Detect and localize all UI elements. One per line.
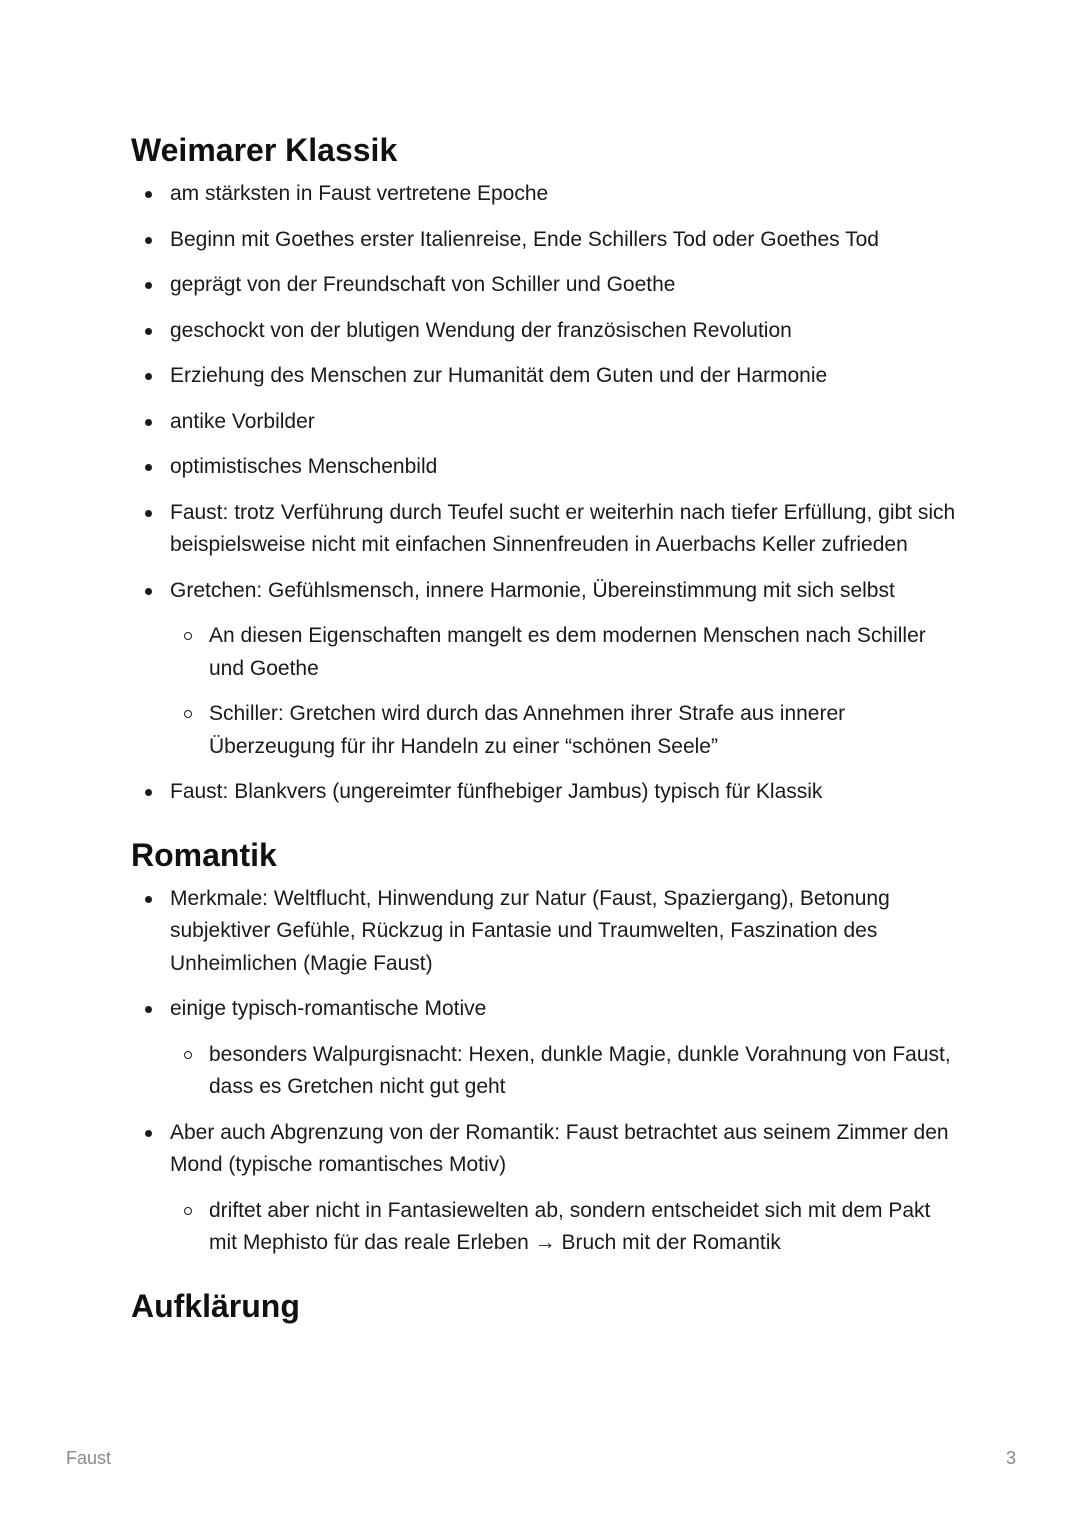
list-item — [131, 406, 961, 439]
section — [131, 128, 961, 809]
list-item — [131, 269, 961, 302]
list-item-text: einige typisch-romantische Motive — [170, 997, 487, 1020]
section-heading: Romantik — [131, 836, 277, 873]
page-number: 3 — [1005, 1448, 1016, 1468]
list-item-text: am stärksten in Faust vertretene Epoche — [170, 182, 549, 205]
bullet-dot-icon — [145, 464, 152, 471]
list-item-text: Erziehung des Menschen zur Humanität dem Guten und der Harmonie — [170, 364, 828, 387]
list-item — [131, 993, 961, 1104]
sub-bullet-list — [170, 1039, 961, 1104]
bullet-dot-icon — [145, 191, 152, 198]
list-item — [131, 178, 961, 211]
sub-list-item — [170, 1039, 961, 1104]
list-item — [131, 1117, 961, 1260]
list-item — [131, 315, 961, 348]
list-item-text: optimistisches Menschenbild — [170, 455, 438, 478]
list-item-text: geschockt von der blutigen Wendung der französischen Revolution — [170, 318, 792, 342]
list-item-text: Faust: Blankvers (ungereimter fünfhebiger Jambus) typisch für Klassik — [170, 780, 823, 803]
list-item — [131, 575, 961, 764]
list-item-text: geprägt von der Freundschaft von Schiller und Goethe — [170, 273, 676, 296]
bullet-list — [131, 178, 961, 809]
bullet-dot-icon — [145, 588, 152, 595]
list-item-text: Gretchen: Gefühlsmensch, innere Harmonie, Übereinstimmung mit sich selbst — [170, 578, 895, 602]
sub-list-item — [170, 698, 961, 763]
sub-list-item-text: An diesen Eigenschaften mangelt es dem modernen Menschen nach Schiller und Goethe — [209, 624, 926, 680]
sub-bullet-list — [170, 620, 961, 763]
sub-list-item — [170, 1195, 961, 1260]
hollow-bullet-icon — [184, 710, 192, 718]
list-item — [131, 776, 961, 809]
bullet-list — [131, 883, 961, 1260]
sub-list-item-text: besonders Walpurgisnacht: Hexen, dunkle Magie, dunkle Vorahnung von Faust, dass es Gretchen nicht gut geht — [209, 1042, 951, 1098]
hollow-bullet-icon — [184, 632, 192, 640]
section-heading: Weimarer Klassik — [131, 132, 398, 168]
list-item-text: Faust: trotz Verführung durch Teufel sucht er weiterhin nach tiefer Erfüllung, gibt sich beispielsweise nicht mit einfachen Sinnenfreuden in Auerbachs Keller zufrieden — [170, 500, 956, 556]
footer-title: Faust — [66, 1448, 112, 1468]
list-item-text: Merkmale: Weltflucht, Hinwendung zur Natur (Faust, Spaziergang), Betonung subjektiver Gefühle, Rückzug in Fantasie und Traumwelten, Faszination des Unheimlichen (Magie Faust) — [170, 886, 890, 975]
bullet-dot-icon — [145, 789, 152, 796]
bullet-dot-icon — [145, 1006, 152, 1013]
section — [131, 833, 961, 1260]
bullet-dot-icon — [145, 510, 152, 517]
list-item — [131, 451, 961, 484]
list-item — [131, 224, 961, 257]
bullet-dot-icon — [145, 373, 152, 380]
list-item-text: Aber auch Abgrenzung von der Romantik: Faust betrachtet aus seinem Zimmer den Mond (typische romantisches Motiv) — [170, 1120, 949, 1176]
sub-bullet-list — [170, 1195, 961, 1260]
bullet-dot-icon — [145, 1130, 152, 1137]
sub-list-item — [170, 620, 961, 685]
document-body — [131, 128, 961, 1352]
list-item — [131, 497, 961, 562]
sub-list-item-text: driftet aber nicht in Fantasiewelten ab, sondern entscheidet sich mit dem Pakt mit Mephisto für das reale Erleben → Bruch mit der Romantik — [209, 1198, 931, 1254]
bullet-dot-icon — [145, 237, 152, 244]
bullet-dot-icon — [145, 282, 152, 289]
bullet-dot-icon — [145, 419, 152, 426]
list-item-text: Beginn mit Goethes erster Italienreise, Ende Schillers Tod oder Goethes Tod — [170, 227, 879, 251]
hollow-bullet-icon — [184, 1051, 192, 1059]
hollow-bullet-icon — [184, 1207, 192, 1215]
sub-list-item-text: Schiller: Gretchen wird durch das Annehmen ihrer Strafe aus innerer Überzeugung für ihr Handeln zu einer “schönen Seele” — [209, 702, 846, 758]
bullet-dot-icon — [145, 896, 152, 903]
list-item — [131, 883, 961, 981]
bullet-dot-icon — [145, 328, 152, 335]
section-heading: Aufklärung — [131, 1287, 300, 1324]
list-item-text: antike Vorbilder — [170, 409, 315, 433]
list-item — [131, 360, 961, 393]
section — [131, 1284, 961, 1328]
